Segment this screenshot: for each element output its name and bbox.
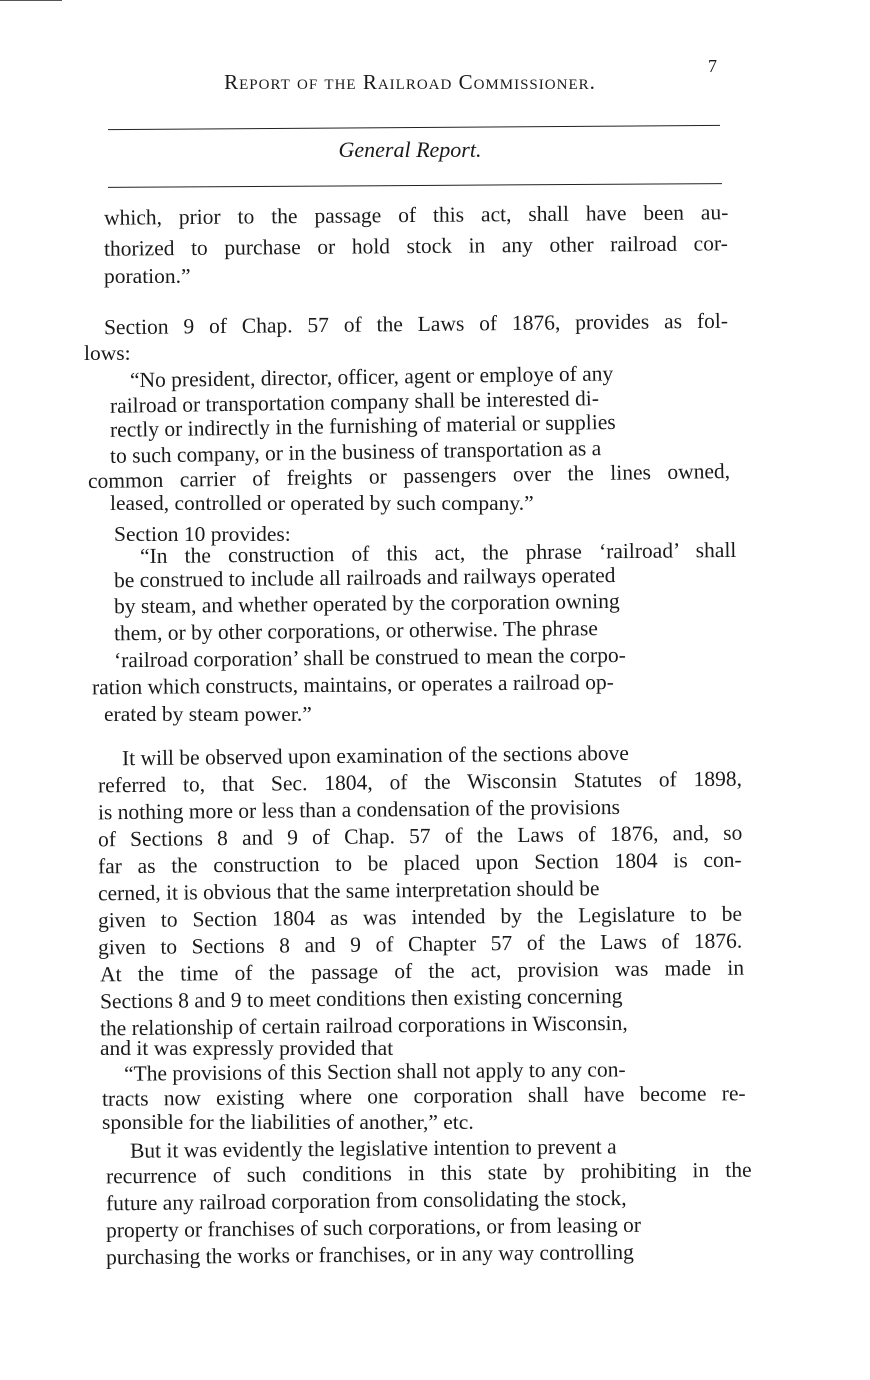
text-line: them, or by other corporations, or otherwise. The phrase [113, 616, 598, 646]
text-line: At the time of the passage of the act, provision was made in [99, 955, 745, 987]
header-rule-bottom [108, 183, 722, 188]
text-line: which, prior to the passage of this act, shall have been au- [103, 200, 729, 230]
text-line: tracts now existing where one corporation shall have become re- [101, 1081, 746, 1111]
text-line: lows: [84, 341, 131, 365]
text-line: referred to, that Sec. 1804, of the Wisconsin Statutes of 1898, [97, 766, 743, 798]
text-line: “The provisions of this Section shall not apply to any con- [123, 1057, 626, 1086]
text-line: “In the construction of this act, the phrase ‘railroad’ shall [139, 537, 737, 569]
text-line: Section 10 provides: [114, 522, 291, 546]
text-line: property or franchises of such corporations, or from leasing or [105, 1212, 642, 1243]
text-line: ration which constructs, maintains, or operates a railroad op- [91, 669, 614, 700]
text-line: common carrier of freights or passengers over the lines owned, [87, 458, 731, 494]
text-line: rectly or indirectly in the furnishing of material or supplies [109, 409, 616, 442]
text-line: be construed to include all railroads and railways operated [113, 563, 616, 593]
page-number: 7 [708, 56, 717, 76]
text-line: cerned, it is obvious that the same interpretation should be [97, 876, 600, 906]
text-line: railroad or transportation company shall be interested di- [109, 386, 600, 418]
text-line: “No president, director, officer, agent or employe of any [129, 361, 614, 393]
text-line: sponsible for the liabilities of another,” etc. [102, 1110, 474, 1134]
text-line: purchasing the works or franchises, or in any way controlling [105, 1239, 634, 1270]
header-rule-top [108, 125, 720, 130]
text-line: poration.” [104, 264, 191, 288]
text-line: leased, controlled or operated by such company.” [110, 491, 534, 515]
text-line: Sections 8 and 9 to meet conditions then existing concerning [99, 983, 623, 1014]
text-line: thorized to purchase or hold stock in any other railroad cor- [103, 231, 728, 261]
text-line: by steam, and whether operated by the corporation owning [113, 588, 620, 619]
text-line: Section 9 of Chap. 57 of the Laws of 1876, provides as fol- [103, 308, 729, 340]
text-line: of Sections 8 and 9 of Chap. 57 of the Laws of 1876, and, so [97, 820, 743, 852]
top-edge-mark [0, 0, 62, 1]
text-line: erated by steam power.” [104, 702, 312, 726]
section-title: General Report. [338, 137, 482, 162]
text-line: and it was expressly provided that [100, 1036, 394, 1060]
running-head: Report of the Railroad Commissioner. [224, 70, 596, 94]
text-line: ‘railroad corporation’ shall be construed to mean the corpo- [113, 642, 626, 673]
text-line: is nothing more or less than a condensation of the provisions [97, 794, 620, 825]
text-line: far as the construction to be placed upon Section 1804 is con- [97, 847, 742, 879]
text-line: future any railroad corporation from consolidating the stock, [105, 1185, 627, 1216]
text-line: recurrence of such conditions in this state by prohibiting in the [105, 1157, 752, 1189]
text-line: to such company, or in the business of transportation as a [109, 436, 602, 468]
text-line: given to Section 1804 as was intended by the Legislature to be [97, 901, 743, 933]
text-line: given to Sections 8 and 9 of Chapter 57 of the Laws of 1876. [97, 928, 743, 960]
text-line: It will be observed upon examination of the sections above [121, 740, 630, 771]
text-line: But it was evidently the legislative intention to prevent a [129, 1134, 617, 1163]
text-line: the relationship of certain railroad corporations in Wisconsin, [99, 1010, 628, 1041]
